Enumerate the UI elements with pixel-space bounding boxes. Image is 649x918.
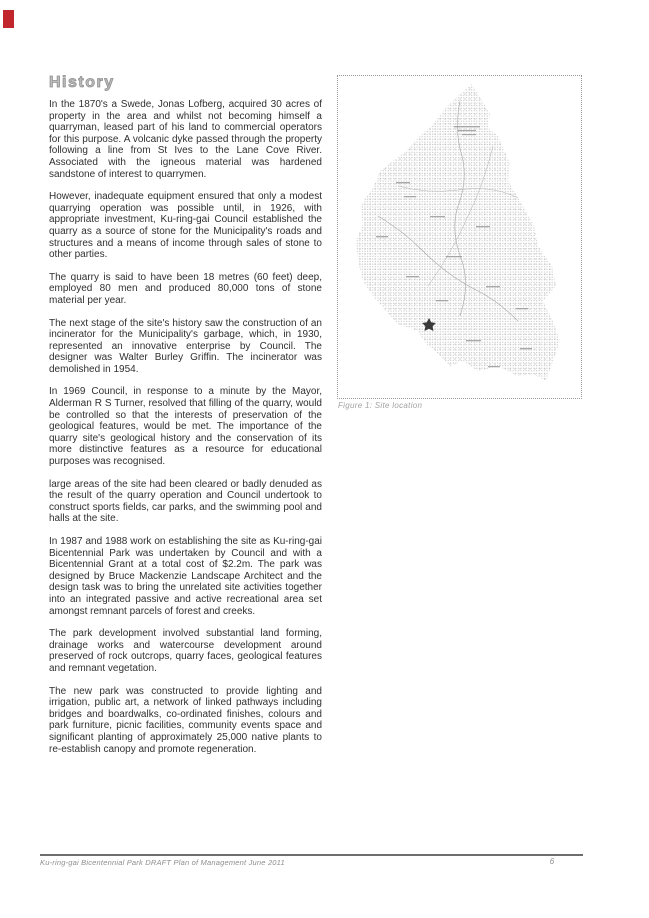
- section-heading: History: [49, 74, 115, 91]
- paragraph: The quarry is said to have been 18 metres (60 feet) deep, employed 80 men and produced 80,000 tons of stone material per year.: [49, 271, 322, 306]
- red-marker: [3, 10, 14, 28]
- page-number: 6: [549, 857, 555, 866]
- site-map-figure: [337, 75, 582, 399]
- site-map: [338, 76, 581, 398]
- paragraph: large areas of the site had been cleared or badly denuded as the result of the quarry operation and Council undertook to construct sports fields, car parks, and the swimming pool and halls at the site.: [49, 478, 322, 525]
- figure-caption: Figure 1: Site location: [338, 401, 423, 410]
- paragraph: However, inadequate equipment ensured that only a modest quarrying operation was possible until, in 1926, with appropriate investment, Ku-ring-gai Council established the quarry as a source of stone for the Municipality's roads and structures and a means of income through sales of stone to other parties.: [49, 191, 322, 261]
- footer-document-title: Ku-ring-gai Bicentennial Park DRAFT Plan of Management June 2011: [40, 858, 285, 867]
- paragraph: The park development involved substantial land forming, drainage works and watercourse development around preserved of rock outcrops, quarry faces, geological features and remnant vegetation.: [49, 628, 322, 674]
- paragraph: The new park was constructed to provide lighting and irrigation, public art, a network of linked pathways including bridges and boardwalks, co-ordinated finishes, colours and park furniture, picnic facilities, community events space and significant planting of approximately 25,000 native plants to re-establish canopy and promote regeneration.: [49, 685, 322, 755]
- footer-rule: [40, 854, 583, 856]
- body-text: [49, 99, 322, 766]
- paragraph: In 1987 and 1988 work on establishing the site as Ku-ring-gai Bicentennial Park was undertaken by Council and with a Bicentennial Grant at a total cost of $2.2m. The park was designed by Bruce Mackenzie Landscape Architect and the design task was to bring the unrelated site activities together into an integrated passive and active recreational area set amongst remnant parcels of forest and creeks.: [49, 536, 322, 617]
- paragraph: In 1969 Council, in response to a minute by the Mayor, Alderman R S Turner, resolved that filling of the quarry, would be controlled so that the interests of preservation of the geological features, would be met. The importance of the quarry site's geological history and the conservation of its more distinctive features as a resource for educational purposes was recognised.: [49, 386, 322, 468]
- paragraph: In the 1870's a Swede, Jonas Lofberg, acquired 30 acres of property in the area and whilst not becoming himself a quarryman, leased part of his land to commercial operators for this purpose. A volcanic dyke passed through the property following a line from St Ives to the Lane Cove River. Associated with the igneous material was hardened sandstone of interest to quarrymen.: [49, 99, 322, 180]
- paragraph: The next stage of the site's history saw the construction of an incinerator for the Municipality's garbage, which, in 1930, represented an innovative enterprise by Council. The designer was Walter Burley Griffin. The incinerator was demolished in 1954.: [49, 317, 322, 375]
